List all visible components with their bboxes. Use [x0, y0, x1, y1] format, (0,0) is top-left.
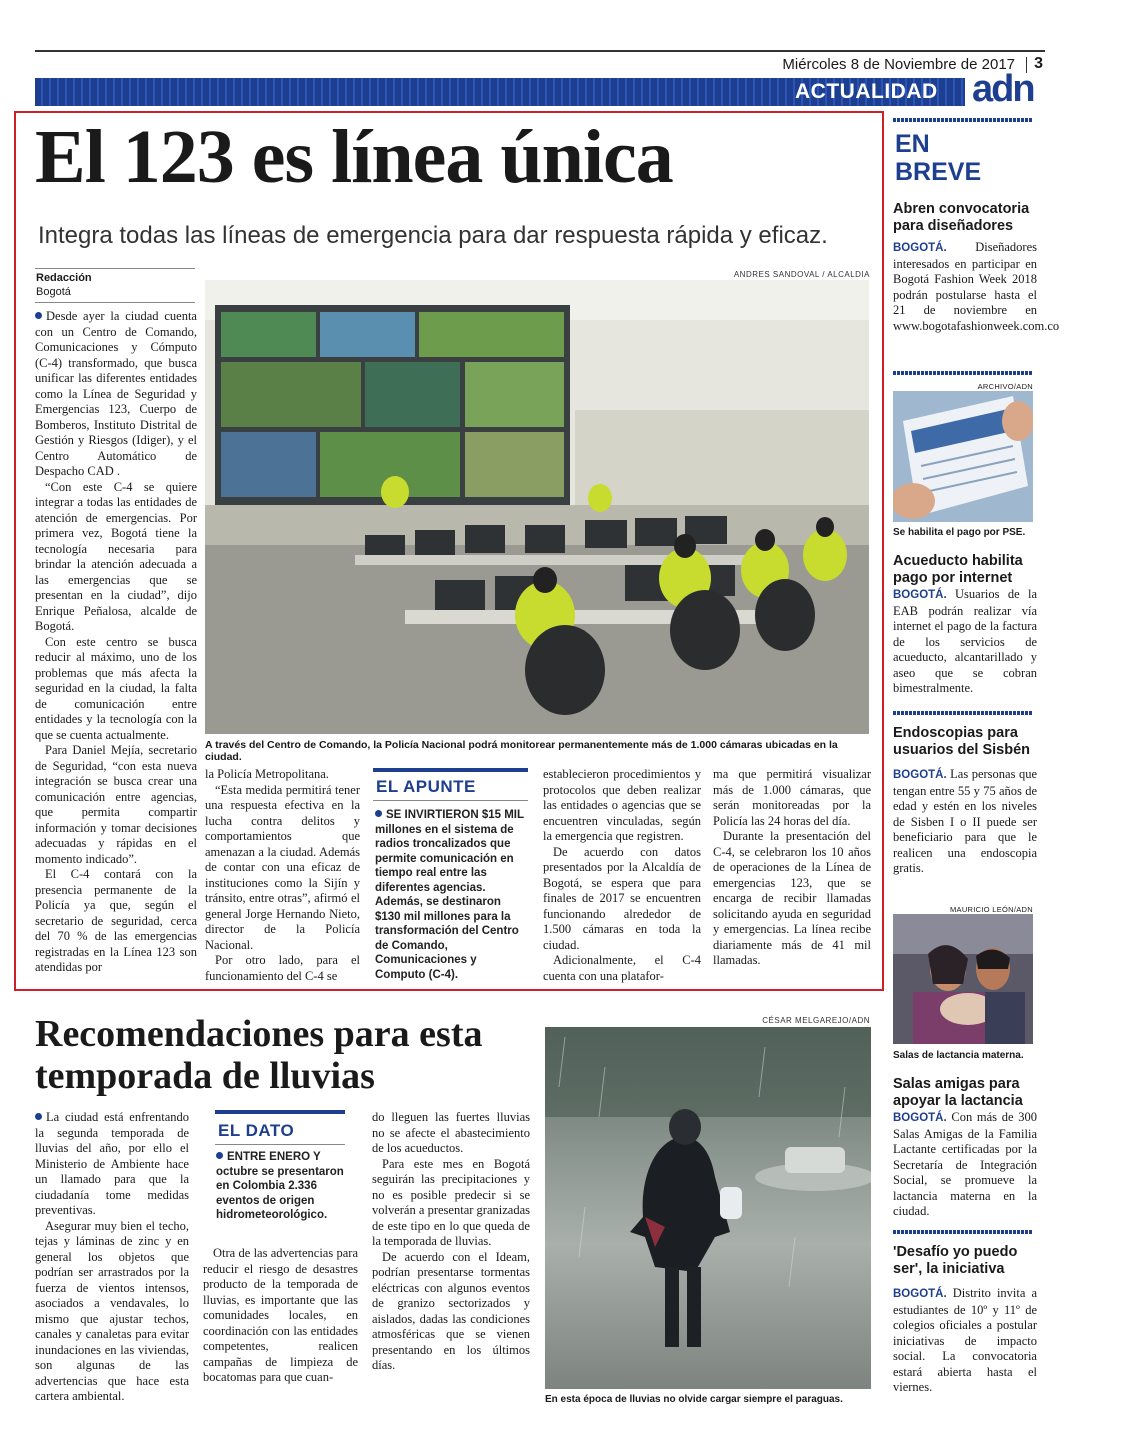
second-headline: Recomendaciones para esta temporada de lluvias [35, 1013, 483, 1097]
paragraph: La ciudad está enfrentando la segunda temporada de lluvias del año, por ello el Ministerio de Ambiente hace un llamado para que la ciudadanía tome medidas preventivas. [35, 1110, 189, 1217]
dato-rule [215, 1144, 345, 1145]
brief-text [893, 587, 1037, 697]
bullet-icon [216, 1152, 223, 1159]
paragraph: “Con este C-4 se quiere integrar a todas las entidades de atención de emergencias. Por primera vez, Bogotá tiene la tecnología necesaria para brindar la atención adecuada a las emergencias que se presentan en la ciudad”, dijo Enrique Peñalosa, alcalde de Bogotá. [35, 479, 197, 633]
paragraph: ma que permitirá visualizar más de 1.000 cámaras, que serán monitoreadas por la Policía las 24 horas del día. [713, 767, 871, 828]
paragraph: Para este mes en Bogotá seguirán las precipitaciones y no es posible predecir si se volverán a presentar granizadas de este tipo en lo que queda de la temporada de lluvias. [372, 1156, 530, 1248]
paragraph: Con este centro se busca reducir al máximo, uno de los problemas que más afecta la seguridad en la ciudad, la falta de comunicación entre entidades y la tecnología con la que se cuenta actualmente. [35, 634, 197, 742]
apunte-rule [373, 800, 528, 801]
paragraph: Adicionalmente, el C-4 cuenta con una platafor- [543, 953, 701, 983]
main-subhead: Integra todas las líneas de emergencia para dar respuesta rápida y eficaz. [38, 222, 828, 249]
sidebar-rule [893, 711, 1033, 715]
paragraph: la Policía Metropolitana. [205, 767, 329, 781]
sidebar-title-line: EN [895, 130, 930, 158]
story1-column-5 [713, 767, 871, 969]
brief-headline: Endoscopias para usuarios del Sisbén [893, 725, 1030, 758]
story2-column-2 [203, 1246, 358, 1386]
paragraph: De acuerdo con el Ideam, podrían presentarse tormentas eléctricas con algunos eventos de granizo sectorizados y aislados, dadas las condiciones atmosféricas que se vienen presentando en los últimos días. [372, 1249, 530, 1372]
brief-headline: Abren convocatoria para diseñadores [893, 201, 1030, 234]
family-illustration [893, 914, 1033, 1044]
apunte-text [375, 808, 527, 982]
photo-caption: En esta época de lluvias no olvide cargar siempre el paraguas. [545, 1394, 843, 1405]
byline-location: Bogotá [36, 286, 71, 298]
paragraph: Otra de las advertencias para reducir el riesgo de desastres producto de la temporada de lluvias, es importante que las comunidades locales, en coordinación con las entidades competentes, realicen campañas de limpieza de bocatomas para que cuan- [203, 1246, 358, 1384]
byline-rule [35, 268, 195, 269]
story1-column-4 [543, 767, 701, 984]
byline-rule [35, 302, 195, 303]
adn-logo: adn [972, 68, 1034, 110]
story2-column-1 [35, 1110, 189, 1405]
brief-headline: Salas amigas para apoyar la lactancia [893, 1076, 1023, 1109]
control-room-photo [205, 280, 869, 734]
paragraph: De acuerdo con datos presentados por la Alcaldía de Bogotá, se espera que para finales de 2017 se encuentren funcionando alrededor de 1.500 cámaras en toda la ciudad. [543, 844, 701, 952]
brief-text [893, 1110, 1037, 1220]
sidebar-rule [893, 1230, 1033, 1234]
sidebar-title [895, 130, 981, 186]
dato-lead: ENTRE ENERO Y [227, 1151, 321, 1163]
brief-location-tag: BOGOTÁ. [893, 1288, 947, 1300]
sidebar-top-rule [893, 118, 1033, 122]
brief-body: Diseñadores interesados en participar en Bogotá Fashion Week 2018 podrán postularse hasta el 21 de noviembre en www.bogotafashionweek.com.co [893, 240, 1060, 333]
bullet-icon [375, 810, 382, 817]
paragraph: “Esta medida permitirá tener una respuesta efectiva en la lucha contra delitos y comportamientos que amenazan a la ciudad. Además de contar con una eficaz de instituciones como la Sijín y tránsito, entre otras”, afirmó el general Jorge Hernando Nieto, director de la Policía Nacional. [205, 782, 360, 952]
page-number: 3 [1034, 55, 1043, 72]
rain-illustration [545, 1027, 871, 1389]
paragraph: Para Daniel Mejía, secretario de Seguridad, “con esta nueva integración se busca crear una comunicación entre agencias, que permita compartir información y tomar decisiones adecuadas y rápidas en el momento indicado”. [35, 743, 197, 866]
brief-body: Con más de 300 Salas Amigas de la Familia Lactante certificadas por la Secretaría de Integración Social, se promueve la lactancia materna en la ciudad. [893, 1110, 1037, 1218]
photo-credit: CÉSAR MELGAREJO/ADN [762, 1016, 870, 1025]
brief-text [893, 240, 1060, 334]
brief-location-tag: BOGOTÁ. [893, 769, 947, 781]
dato-body: octubre se presentaron en Colombia 2.336 eventos de origen hidrometeorológico. [216, 1165, 344, 1221]
brief-photo-caption: Se habilita el pago por PSE. [893, 527, 1026, 538]
brief-location-tag: BOGOTÁ. [893, 1112, 947, 1124]
issue-date: Miércoles 8 de Noviembre de 2017 [782, 56, 1015, 73]
main-headline: El 123 es línea única [35, 115, 673, 199]
pse-photo [893, 391, 1033, 522]
paragraph: El C-4 contará con la presencia permanente de la Policía ya que, según el secretario de seguridad, cerca del 70 % de las emergencias registradas en la Línea 123 son atendidas por [35, 867, 197, 974]
brief-headline: 'Desafío yo puedo ser', la iniciativa [893, 1244, 1018, 1277]
paragraph: do lleguen las fuertes lluvias no se afecte el abastecimiento de los acueductos. [372, 1110, 530, 1155]
dato-text [216, 1150, 346, 1223]
brief-location-tag: BOGOTÁ. [893, 589, 947, 601]
byline-name: Redacción [36, 272, 92, 284]
photo-credit: ANDRES SANDOVAL / ALCALDIA [733, 270, 870, 279]
rain-photo [545, 1027, 871, 1389]
brief-location-tag: BOGOTÁ. [893, 242, 947, 254]
brief-body: Usuarios de la EAB podrán realizar vía internet el pago de la factura de los servicios de acueducto, alcantarillado y aseo que se cobran bimestralmente. [893, 587, 1037, 695]
dato-title: EL DATO [218, 1121, 295, 1140]
dato-bar [215, 1110, 345, 1114]
apunte-title: EL APUNTE [376, 777, 476, 796]
apunte-bar [373, 768, 528, 772]
brief-body: Distrito invita a estudiantes de 10º y 11º de colegios oficiales a postular iniciativas de impacto social. La convocatoria estará abierta hasta el viernes. [893, 1286, 1038, 1394]
sidebar-rule [893, 371, 1033, 375]
brief-headline: Acueducto habilita pago por internet [893, 553, 1023, 586]
brief-photo-caption: Salas de lactancia materna. [893, 1050, 1024, 1061]
bullet-icon [35, 312, 42, 319]
section-label: ACTUALIDAD [795, 80, 938, 103]
lactancia-photo [893, 914, 1033, 1044]
story1-column-2 [205, 767, 360, 984]
story2-column-3 [372, 1110, 530, 1374]
paragraph: Por otro lado, para el funcionamiento del C-4 se [205, 953, 360, 983]
photo-caption: A través del Centro de Comando, la Policía Nacional podrá monitorear permanentemente más de 1.000 cámaras ubicadas en la ciudad. [205, 739, 838, 763]
paragraph: Asegurar muy bien el techo, tejas y láminas de zinc y en general los objetos que podrían ser arrastrados por la fuerza de vientos intensos, asociados a vendavales, lo mismo que ajustar techos, canales y canaletas para evitar inundaciones en las viviendas, son algunas de las advertencias que hace esta cartera ambiental. [35, 1218, 189, 1403]
brief-photo-credit: MAURICIO LEÓN/ADN [949, 905, 1033, 914]
sidebar-title-line: BREVE [895, 158, 982, 186]
brief-body: Las personas que tengan entre 55 y 75 años de edad y estén en los niveles de Sisben I o II puede ser beneficiario para que le realicen una endoscopia gratis. [893, 767, 1037, 875]
brief-text [893, 1286, 1037, 1396]
bullet-icon [35, 1113, 42, 1120]
apunte-lead: SE INVIRTIERON $15 MIL [386, 809, 525, 821]
brief-text [893, 767, 1037, 877]
control-room-illustration [205, 280, 869, 734]
paragraph: Durante la presentación del C-4, se celebraron los 10 años de operaciones de la Línea de emergencias 123, que se encarga de recibir llamadas solicitando ayuda en seguridad y emergencias. La línea recibe diariamente más de 41 mil llamadas. [713, 829, 871, 967]
paragraph: Desde ayer la ciudad cuenta con un Centro de Comando, Comunicaciones y Cómputo (C-4) transformado, que busca unificar las diferentes entidades como la Línea de Seguridad y Emergencias 123, Cuerpo de Bomberos, Instituto Distrital de Gestión y Riesgos (Idiger), y el Centro Automático de Despacho CAD . [35, 309, 197, 478]
bill-illustration [893, 391, 1033, 522]
apunte-body: millones en el sistema de radios troncalizados que permite comunicación en tiempo real entre las diferentes agencias. Además, se destinaron $130 mil millones para la transformación del Centro de Comando, Comunicaciones y Computo (C-4). [375, 823, 519, 981]
brief-photo-credit: ARCHIVO/ADN [977, 382, 1033, 391]
paragraph: establecieron procedimientos y protocolos que deben realizar las entidades o agencias que se encuentren vinculadas, según la emergencia que registren. [543, 767, 701, 843]
header-rule [35, 50, 1045, 52]
story1-column-1 [35, 309, 197, 976]
